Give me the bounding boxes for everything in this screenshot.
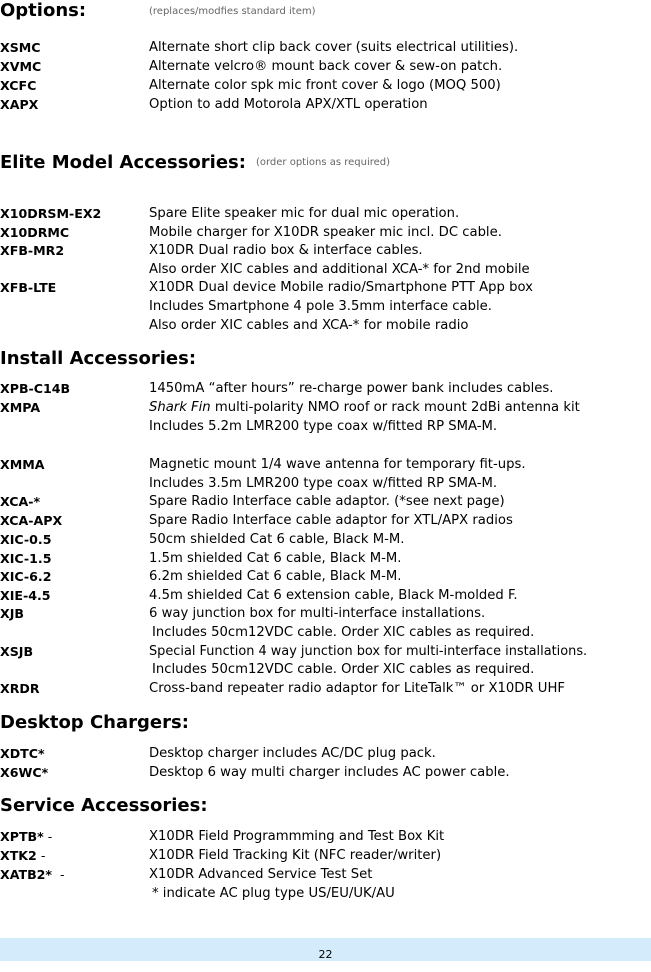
service-title: Service Accessories: xyxy=(0,795,208,816)
item-desc: Includes 50cm12VDC cable. Order XIC cables as required. xyxy=(152,625,535,640)
item-desc: Alternate short clip back cover (suits electrical utilities). xyxy=(149,40,519,55)
list-item xyxy=(0,866,651,884)
page-footer xyxy=(0,938,651,961)
list-item xyxy=(0,828,651,846)
list-item xyxy=(0,531,651,549)
list-item xyxy=(0,58,651,76)
item-desc: Spare Elite speaker mic for dual mic operation. xyxy=(149,206,460,221)
item-desc: Includes 3.5m LMR200 type coax w/fitted RP SMA-M. xyxy=(149,476,498,491)
item-code-sep: - xyxy=(52,867,65,882)
elite-heading xyxy=(0,152,390,174)
options-heading xyxy=(0,0,86,22)
item-code: XIC-1.5 xyxy=(0,551,52,566)
item-code: XMMA xyxy=(0,457,45,472)
options-note: (replaces/modfies standard item) xyxy=(149,6,316,17)
item-code xyxy=(0,828,52,846)
item-desc: Alternate velcro® mount back cover & sew-on patch. xyxy=(149,59,503,74)
item-desc: 6.2m shielded Cat 6 cable, Black M-M. xyxy=(149,569,402,584)
desktop-heading xyxy=(0,712,189,734)
item-code-text: XATB2* xyxy=(0,867,53,882)
item-desc: X10DR Dual radio box & interface cables. xyxy=(149,243,423,258)
item-code: XSJB xyxy=(0,644,34,659)
item-desc: Spare Radio Interface cable adaptor. (*see next page) xyxy=(149,494,505,509)
item-code: XVMC xyxy=(0,59,42,74)
item-desc: Also order XIC cables and XCA-* for mobile radio xyxy=(149,318,469,333)
item-code: XCA-* xyxy=(0,494,41,509)
item-desc: Option to add Motorola APX/XTL operation xyxy=(149,97,428,112)
item-code: X6WC* xyxy=(0,765,49,780)
list-item xyxy=(0,39,651,57)
item-desc: X10DR Field Tracking Kit (NFC reader/writer) xyxy=(149,848,442,863)
list-item xyxy=(0,568,651,586)
item-code: XJB xyxy=(0,606,24,621)
list-item xyxy=(0,261,651,279)
item-code-text: XPTB* xyxy=(0,829,44,844)
item-code: XSMC xyxy=(0,40,41,55)
list-item xyxy=(0,242,651,260)
list-item xyxy=(0,456,651,474)
item-code: X10DRMC xyxy=(0,225,70,240)
list-item xyxy=(0,680,651,698)
service-heading xyxy=(0,795,208,817)
item-desc: * indicate AC plug type US/EU/UK/AU xyxy=(152,886,395,901)
item-desc: Alternate color spk mic front cover & logo (MOQ 500) xyxy=(149,78,501,93)
list-item xyxy=(0,380,651,398)
list-item xyxy=(0,764,651,782)
item-code xyxy=(0,847,45,865)
item-desc: Includes Smartphone 4 pole 3.5mm interface cable. xyxy=(149,299,492,314)
item-desc: 1450mA “after hours” re-charge power bank includes cables. xyxy=(149,381,554,396)
item-desc-rest: multi-polarity NMO roof or rack mount 2dBi antenna kit xyxy=(210,400,580,415)
item-desc: Special Function 4 way junction box for multi-interface installations. xyxy=(149,644,588,659)
list-item xyxy=(0,317,651,335)
list-item xyxy=(0,224,651,242)
item-desc: X10DR Dual device Mobile radio/Smartphone PTT App box xyxy=(149,280,533,295)
item-desc: 1.5m shielded Cat 6 cable, Black M-M. xyxy=(149,551,402,566)
list-item xyxy=(0,624,651,642)
list-item xyxy=(0,605,651,623)
item-desc: X10DR Advanced Service Test Set xyxy=(149,867,373,882)
list-item xyxy=(0,643,651,661)
list-item xyxy=(0,475,651,493)
list-item xyxy=(0,279,651,297)
list-item xyxy=(0,418,651,436)
item-desc: Mobile charger for X10DR speaker mic incl. DC cable. xyxy=(149,225,502,240)
item-desc: Desktop charger includes AC/DC plug pack. xyxy=(149,746,436,761)
install-heading xyxy=(0,348,196,370)
item-code-sep: - xyxy=(36,848,46,863)
item-code: XMPA xyxy=(0,400,41,415)
item-code-sep: - xyxy=(43,829,53,844)
item-desc: 6 way junction box for multi-interface installations. xyxy=(149,606,486,621)
desktop-title: Desktop Chargers: xyxy=(0,712,189,733)
item-code-text: XTK2 xyxy=(0,848,37,863)
list-item xyxy=(0,399,651,417)
list-item xyxy=(0,745,651,763)
list-item xyxy=(0,298,651,316)
elite-title: Elite Model Accessories: xyxy=(0,152,246,173)
list-item xyxy=(0,512,651,530)
item-code: XFB-MR2 xyxy=(0,243,65,258)
page-number: 22 xyxy=(318,948,333,961)
list-item xyxy=(0,77,651,95)
item-code: XAPX xyxy=(0,97,39,112)
item-desc-italic: Shark Fin xyxy=(149,400,211,415)
list-item xyxy=(0,885,651,903)
item-code: X10DRSM-EX2 xyxy=(0,206,102,221)
item-code: XRDR xyxy=(0,681,40,696)
list-item xyxy=(0,96,651,114)
item-desc: Magnetic mount 1/4 wave antenna for temporary fit-ups. xyxy=(149,457,526,472)
item-desc: Cross-band repeater radio adaptor for LiteTalk™ or X10DR UHF xyxy=(149,681,565,696)
item-code: XCA-APX xyxy=(0,513,63,528)
item-desc: Also order XIC cables and additional XCA-* for 2nd mobile xyxy=(149,262,530,277)
list-item xyxy=(0,587,651,605)
item-code: XIC-0.5 xyxy=(0,532,52,547)
item-code xyxy=(0,866,65,884)
item-desc: Desktop 6 way multi charger includes AC power cable. xyxy=(149,765,510,780)
list-item xyxy=(0,661,651,679)
item-desc: Includes 5.2m LMR200 type coax w/fitted RP SMA-M. xyxy=(149,419,498,434)
item-desc: 4.5m shielded Cat 6 extension cable, Black M-molded F. xyxy=(149,588,518,603)
item-code: XCFC xyxy=(0,78,37,93)
item-desc: Includes 50cm12VDC cable. Order XIC cables as required. xyxy=(152,662,535,677)
elite-note: (order options as required) xyxy=(255,157,391,168)
item-code: XFB-LTE xyxy=(0,280,57,295)
item-code: XIC-6.2 xyxy=(0,569,52,584)
item-desc: 50cm shielded Cat 6 cable, Black M-M. xyxy=(149,532,405,547)
item-desc xyxy=(149,399,580,417)
install-title: Install Accessories: xyxy=(0,348,197,369)
list-item xyxy=(0,205,651,223)
options-title: Options: xyxy=(0,0,87,21)
item-code: XPB-C14B xyxy=(0,381,71,396)
item-code: XDTC* xyxy=(0,746,45,761)
item-desc: Spare Radio Interface cable adaptor for XTL/APX radios xyxy=(149,513,513,528)
item-code: XIE-4.5 xyxy=(0,588,51,603)
list-item xyxy=(0,550,651,568)
list-item xyxy=(0,847,651,865)
list-item xyxy=(0,493,651,511)
item-desc: X10DR Field Programmming and Test Box Kit xyxy=(149,829,445,844)
